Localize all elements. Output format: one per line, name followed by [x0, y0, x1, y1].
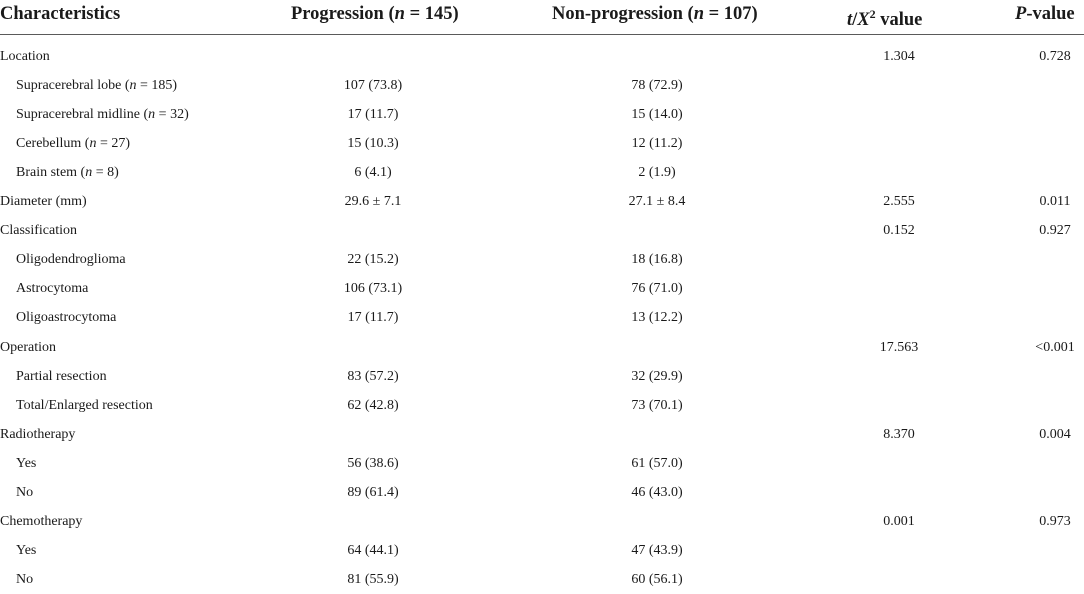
- row-label: Diameter (mm): [0, 194, 87, 210]
- row-label: Chemotherapy: [0, 513, 83, 529]
- table-row: Location 1.304 0.728: [0, 42, 1084, 71]
- row-label: Operation: [0, 339, 56, 355]
- row-label: Yes: [16, 542, 37, 558]
- table-row: Yes 56 (38.6) 61 (57.0): [0, 449, 1084, 478]
- row-label: Yes: [16, 455, 37, 471]
- table-row: Oligoastrocytoma 17 (11.7) 13 (12.2): [0, 303, 1084, 332]
- row-label: Oligodendroglioma: [16, 252, 126, 268]
- row-label: Supracerebral lobe (n = 185): [16, 78, 178, 94]
- table-row: Supracerebral lobe (n = 185) 107 (73.8) 78 (72.9): [0, 71, 1084, 100]
- table-row: Total/Enlarged resection 62 (42.8) 73 (70.1): [0, 391, 1084, 420]
- row-label: No: [16, 571, 34, 587]
- table-row: Astrocytoma 106 (73.1) 76 (71.0): [0, 274, 1084, 303]
- row-label: Total/Enlarged resection: [16, 397, 153, 413]
- row-label: Partial resection: [16, 368, 107, 384]
- row-label: Astrocytoma: [16, 281, 89, 297]
- header-non-progression: Non-progression (n = 107): [552, 4, 758, 24]
- table-row: Oligodendroglioma 22 (15.2) 18 (16.8): [0, 245, 1084, 274]
- table-row: Radiotherapy 8.370 0.004: [0, 420, 1084, 449]
- table-row: Brain stem (n = 8) 6 (4.1) 2 (1.9): [0, 158, 1084, 187]
- header-divider: [0, 34, 1084, 35]
- table-row: No 81 (55.9) 60 (56.1): [0, 565, 1084, 594]
- row-label: Supracerebral midline (n = 32): [16, 107, 189, 123]
- row-label: Oligoastrocytoma: [16, 310, 117, 326]
- row-label: Radiotherapy: [0, 426, 76, 442]
- row-label: Cerebellum (n = 27): [16, 136, 131, 152]
- row-label: Classification: [0, 223, 77, 239]
- table-row: No 89 (61.4) 46 (43.0): [0, 478, 1084, 507]
- row-label: Location: [0, 49, 50, 64]
- header-characteristics: Characteristics: [0, 4, 121, 24]
- table-row: Yes 64 (44.1) 47 (43.9): [0, 536, 1084, 565]
- table-row: Supracerebral midline (n = 32) 17 (11.7) 15 (14.0): [0, 100, 1084, 129]
- row-label: No: [16, 484, 34, 500]
- header-progression: Progression (n = 145): [291, 4, 459, 24]
- table-row: Operation 17.563 <0.001: [0, 333, 1084, 362]
- header-p-value: P-value: [1015, 4, 1075, 24]
- table-row: Partial resection 83 (57.2) 32 (29.9): [0, 362, 1084, 391]
- table-row: Cerebellum (n = 27) 15 (10.3) 12 (11.2): [0, 129, 1084, 158]
- table-row: Classification 0.152 0.927: [0, 216, 1084, 245]
- table-row: Chemotherapy 0.001 0.973: [0, 507, 1084, 536]
- row-label: Brain stem (n = 8): [16, 165, 119, 181]
- table-row: Diameter (mm) 29.6 ± 7.1 27.1 ± 8.4 2.555 0.011: [0, 187, 1084, 216]
- header-t-value: $t/X^2$ value: [847, 7, 923, 31]
